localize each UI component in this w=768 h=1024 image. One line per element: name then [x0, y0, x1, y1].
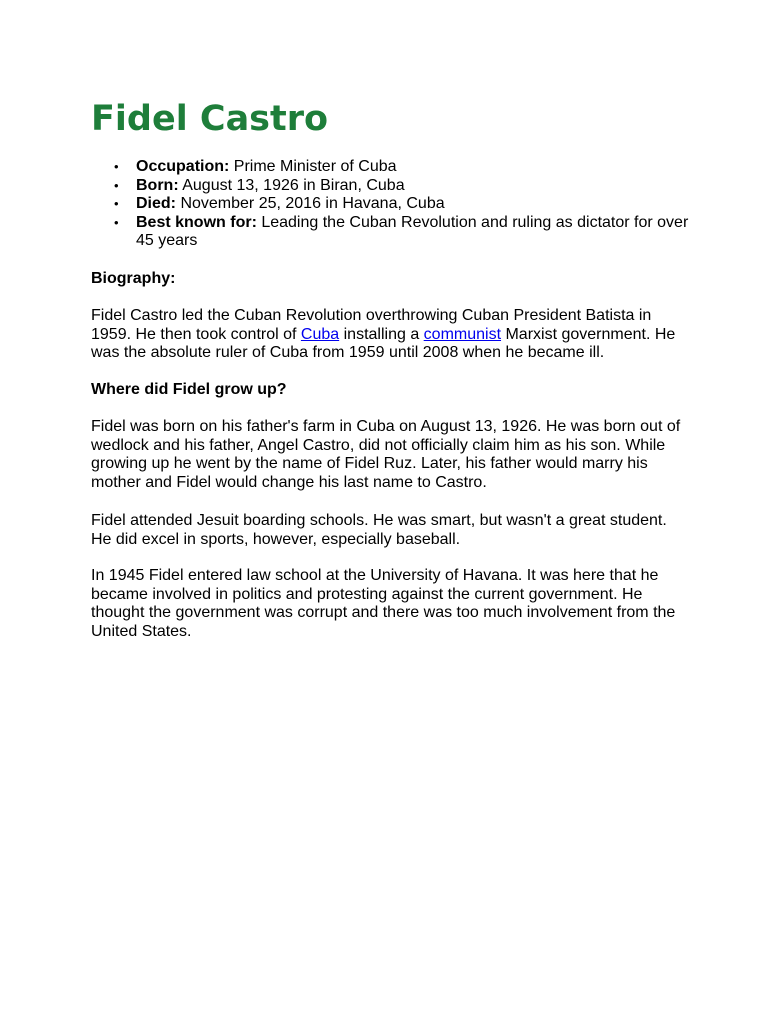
fact-value: August 13, 1926 in Biran, Cuba: [178, 176, 405, 194]
fact-label: Occupation:: [136, 158, 230, 175]
fact-label: Born:: [136, 176, 179, 194]
fact-value: November 25, 2016 in Havana, Cuba: [176, 195, 445, 212]
biography-text-part: Marxist government. He was the absolute ruler of Cuba from 1959 until 2008 when he became ill.: [91, 325, 676, 361]
grow-up-heading: Where did Fidel grow up?: [91, 381, 287, 398]
biography-text-part: installing a: [339, 325, 424, 343]
fact-occupation: [136, 158, 691, 177]
fact-label: Best known for:: [136, 213, 257, 231]
fact-died: [136, 195, 691, 214]
grow-up-paragraph-2: Fidel attended Jesuit boarding schools. He was smart, but wasn't a great student. He did excel in sports, however, especially baseball.: [91, 512, 667, 548]
communist-link[interactable]: communist: [423, 325, 502, 343]
fact-value: Leading the Cuban Revolution and ruling as dictator for over 45 years: [136, 213, 689, 249]
fact-best-known-for: [136, 214, 691, 251]
fact-label: Died:: [136, 195, 176, 212]
cuba-link[interactable]: Cuba: [300, 325, 340, 343]
fact-born: [136, 177, 691, 196]
grow-up-paragraph-1: Fidel was born on his father's farm in Cuba on August 13, 1926. He was born out of wedlock and his father, Angel Castro, did not officially claim him as his son. While growing up he went by the name of Fidel Ruz. Later, his father would marry his mother and Fidel would change his last name to Castro.: [91, 418, 681, 491]
grow-up-paragraph-3: In 1945 Fidel entered law school at the University of Havana. It was here that he became involved in politics and protesting against the current government. He thought the government was corrupt and there was too much involvement from the United States.: [91, 567, 676, 640]
biography-paragraph: [91, 307, 691, 363]
page-title: Fidel Castro: [91, 99, 329, 139]
biography-text-part: Fidel Castro led the Cuban Revolution overthrowing Cuban President Batista in 1959. He then took control of: [91, 307, 652, 343]
fact-value: Prime Minister of Cuba: [229, 158, 397, 175]
fact-list: [91, 158, 691, 251]
biography-heading: Biography:: [91, 270, 176, 287]
